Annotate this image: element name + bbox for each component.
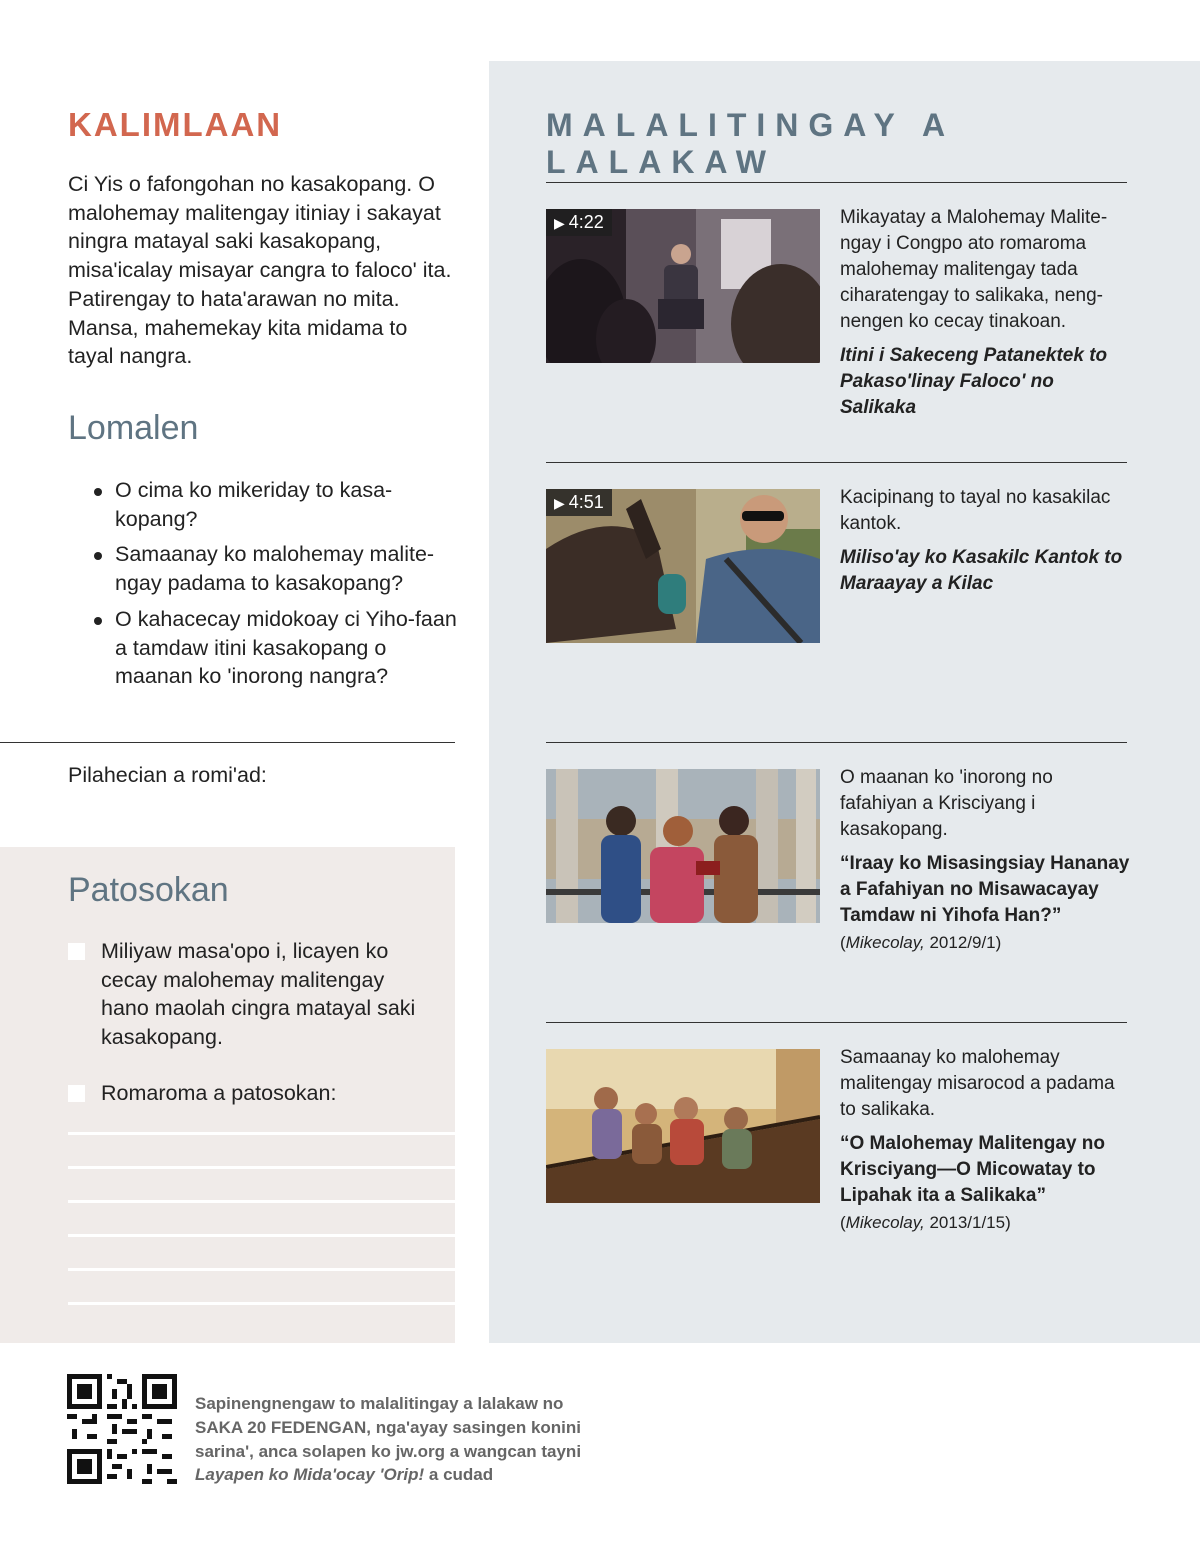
item-divider: [546, 742, 1127, 743]
resources-title: MALALITINGAY A LALAKAW: [546, 107, 954, 180]
footer-note: [195, 1392, 615, 1487]
resource-item: [840, 765, 1130, 955]
resource-link[interactable]: Itini i Sakeceng Patanektek to Pakaso'linay Faloco' no Salikaka: [840, 345, 1108, 418]
writing-line[interactable]: [68, 1234, 456, 1237]
divider: [0, 742, 455, 743]
video-thumbnail[interactable]: [546, 209, 820, 363]
three-women-image: [546, 769, 820, 923]
ship-painting-image: [546, 1049, 820, 1203]
resource-item: [840, 205, 1130, 421]
footer-text-2: a cudad: [428, 1465, 494, 1485]
publication-date: 2013/1/15: [929, 1213, 1006, 1232]
item-divider: [546, 462, 1127, 463]
review-heading: Lomalen: [68, 409, 199, 447]
video-duration-badge: [546, 489, 612, 516]
duration-text: 4:51: [568, 492, 604, 512]
goal-text: Romaroma a patosokan:: [101, 1081, 337, 1105]
section-title-kalimlaan: KALIMLAAN: [68, 106, 283, 143]
resource-description: Samaanay ko malohemay malitengay misarocod a padama to salikaka.: [840, 1047, 1115, 1120]
resource-description: Mikayatay a Malohemay Malite-ngay i Congpo ato romaroma malohemay malitengay tada ciharatengay to salikaka, neng-nengen ko cecay tinakoan.: [840, 207, 1108, 332]
duration-text: 4:22: [568, 212, 604, 232]
review-question: O kahacecay midokoay ci Yiho-faan a tamdaw itini kasakopang o maanan ko 'inorong nangra?: [92, 605, 462, 691]
video-thumbnail[interactable]: [546, 489, 820, 643]
qr-code-graphic: [67, 1374, 177, 1484]
resource-item: [840, 485, 1130, 597]
resource-link[interactable]: Miliso'ay ko Kasakilc Kantok to Maraayay a Kilac: [840, 547, 1123, 594]
goal-item[interactable]: [68, 1079, 428, 1108]
goals-heading: Patosokan: [68, 871, 229, 909]
article-image[interactable]: [546, 1049, 820, 1203]
item-divider: [546, 1022, 1127, 1023]
resource-source: (Mikecolay, 2012/9/1): [840, 933, 1002, 952]
writing-line[interactable]: [68, 1132, 456, 1135]
review-question: Samaanay ko malohemay malite-ngay padama to kasakopang?: [92, 540, 462, 597]
footer-text-italic: Layapen ko Mida'ocay 'Orip!: [195, 1465, 425, 1485]
writing-line[interactable]: [68, 1302, 456, 1305]
writing-line[interactable]: [68, 1200, 456, 1203]
goal-item[interactable]: [68, 937, 428, 1052]
date-label: Pilahecian a romi'ad:: [68, 763, 267, 787]
video-duration-badge: [546, 209, 612, 236]
resource-item: [840, 1045, 1130, 1235]
item-divider: [546, 182, 1127, 183]
resource-source: (Mikecolay, 2013/1/15): [840, 1213, 1011, 1232]
resource-link[interactable]: “Iraay ko Misasingsiay Hananay a Fafahiyan no Misawacayay Tamdaw ni Yihofa Han?”: [840, 853, 1130, 926]
publication-name: Mikecolay,: [845, 933, 925, 952]
footer-text-1: Sapinengnengaw to malalitingay a lalakaw no SAKA 20 FEDENGAN, nga'ayay sasingen konini sarina', anca solapen ko jw.org a wangcan tayni: [195, 1394, 582, 1461]
article-image[interactable]: [546, 769, 820, 923]
review-question: O cima ko mikeriday to kasa-kopang?: [92, 476, 462, 533]
publication-date: 2012/9/1: [929, 933, 996, 952]
goal-text: Miliyaw masa'opo i, licayen ko cecay malohemay malitengay hano maolah cingra matayal saki kasakopang.: [101, 939, 416, 1050]
review-question-list: [92, 476, 462, 698]
writing-line[interactable]: [68, 1166, 456, 1169]
resource-link[interactable]: “O Malohemay Malitengay no Krisciyang—O Micowatay to Lipahak ita a Salikaka”: [840, 1133, 1105, 1206]
publication-name: Mikecolay,: [845, 1213, 925, 1232]
play-icon: ▶: [554, 495, 565, 511]
qr-code-icon[interactable]: [67, 1374, 177, 1484]
goal-checkbox[interactable]: [68, 1085, 85, 1102]
intro-paragraph: Ci Yis o fafongohan no kasakopang. O malohemay malitengay itiniay i sakayat ningra matayal saki kasakopang, misa'icalay misayar cangra to faloco' ita. Patirengay to hata'arawan no mita. Mansa, mahemekay kita midama to tayal nangra.: [68, 172, 452, 369]
goal-checkbox[interactable]: [68, 943, 85, 960]
resource-description: O maanan ko 'inorong no fafahiyan a Krisciyang i kasakopang.: [840, 767, 1053, 840]
resource-description: Kacipinang to tayal no kasakilac kantok.: [840, 487, 1111, 534]
writing-line[interactable]: [68, 1268, 456, 1271]
play-icon: ▶: [554, 215, 565, 231]
